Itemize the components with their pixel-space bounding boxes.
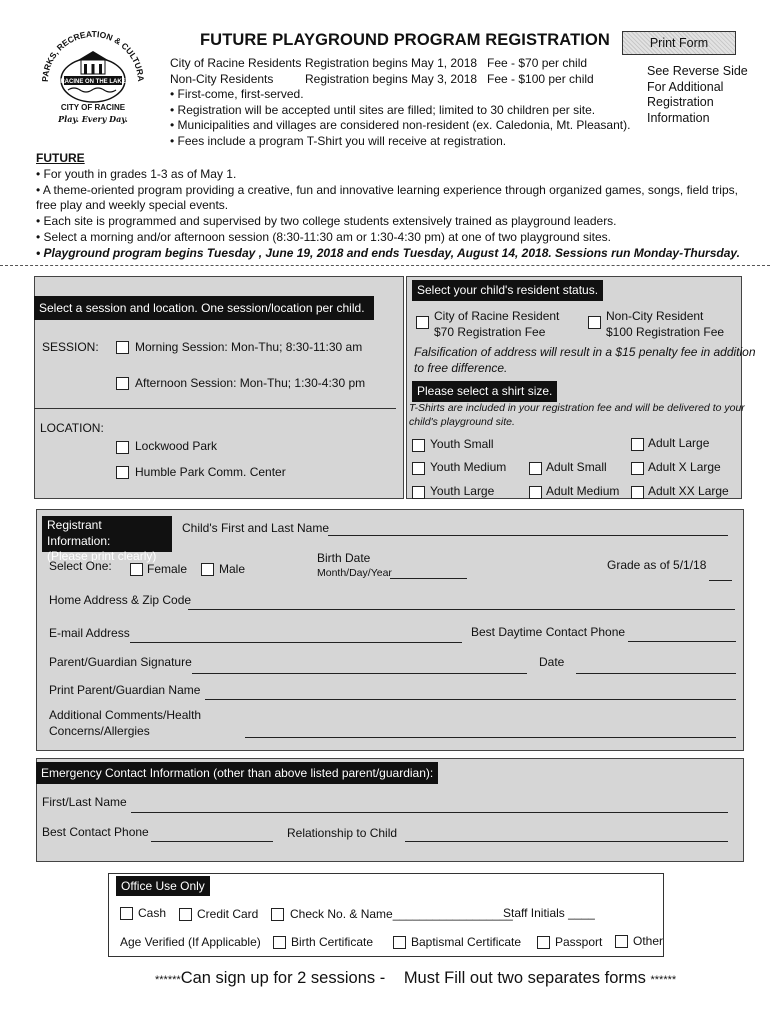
page-title: FUTURE PLAYGROUND PROGRAM REGISTRATION <box>200 31 610 49</box>
youth-medium-label: Youth Medium <box>430 460 507 474</box>
afternoon-session-label: Afternoon Session: Mon-Thu; 1:30-4:30 pm <box>135 376 366 390</box>
emergency-header: Emergency Contact Information (other than above listed parent/guardian): <box>36 762 438 784</box>
registrant-header: Registrant Information: (Please print clearly) <box>42 516 172 552</box>
youth-small-label: Youth Small <box>430 437 494 451</box>
relationship-field[interactable] <box>405 841 728 842</box>
footer-text-right: Must Fill out two separates forms <box>403 969 646 987</box>
birth-certificate-label: Birth Certificate <box>291 935 374 949</box>
logo-city: CITY OF RACINE <box>60 103 126 112</box>
humble-park-label: Humble Park Comm. Center <box>135 465 286 479</box>
birth-date-format: Month/Day/Year <box>317 567 392 579</box>
afternoon-session-checkbox[interactable] <box>116 377 129 390</box>
lockwood-park-label: Lockwood Park <box>135 439 218 453</box>
birth-certificate-checkbox[interactable] <box>273 936 286 949</box>
email-field[interactable] <box>130 642 462 643</box>
parks-logo-icon <box>34 20 152 128</box>
future-bullet: • Select a morning and/or afternoon session (8:30-11:30 am or 1:30-4:30 pm) at one of two playground sites. <box>36 229 611 244</box>
daytime-phone-field[interactable] <box>628 641 736 642</box>
emergency-name-field[interactable] <box>131 812 728 813</box>
birth-date-field[interactable] <box>390 578 467 579</box>
select-one-label: Select One: <box>49 559 112 573</box>
print-name-label: Print Parent/Guardian Name <box>49 683 201 697</box>
header-bullet: • Fees include a program T-Shirt you will receive at registration. <box>170 133 507 148</box>
cash-checkbox[interactable] <box>120 907 133 920</box>
logo <box>34 20 152 128</box>
side-note: See Reverse Side For Additional Registration Information <box>647 64 748 125</box>
youth-large-checkbox[interactable] <box>412 486 425 499</box>
relationship-label: Relationship to Child <box>287 826 398 840</box>
youth-small-checkbox[interactable] <box>412 439 425 452</box>
emergency-phone-field[interactable] <box>151 841 273 842</box>
city-resident-checkbox[interactable] <box>416 316 429 329</box>
session-panel-header: Select a session and location. One session/location per child. <box>34 296 374 320</box>
grade-label: Grade as of 5/1/18 <box>607 558 707 572</box>
adult-xlarge-checkbox[interactable] <box>631 462 644 475</box>
future-dates: • Playground program begins Tuesday , June 19, 2018 and ends Tuesday, August 14, 2018. Sessions run Monday-Thursday. <box>36 245 740 260</box>
office-use-header: Office Use Only <box>116 876 210 896</box>
print-form-button[interactable]: Print Form <box>622 31 736 55</box>
fee-row-noncity: Non-City Residents Registration begins May 3, 2018 Fee - $100 per child <box>170 71 594 86</box>
lockwood-park-checkbox[interactable] <box>116 441 129 454</box>
passport-checkbox[interactable] <box>537 936 550 949</box>
check-label: Check No. & Name__________________ <box>290 907 513 921</box>
logo-slogan: Play. Every Day. <box>58 114 128 124</box>
emergency-phone-label: Best Contact Phone <box>42 825 149 839</box>
birth-date-label: Birth Date <box>317 551 371 565</box>
male-label: Male <box>219 562 246 576</box>
falsification-warning: Falsification of address will result in a $15 penalty fee in addition to free difference. <box>414 345 756 375</box>
other-label: Other <box>633 934 664 948</box>
footer-stars-left: ****** <box>155 974 181 986</box>
adult-medium-checkbox[interactable] <box>529 486 542 499</box>
morning-session-label: Morning Session: Mon-Thu; 8:30-11:30 am <box>135 340 363 354</box>
adult-large-checkbox[interactable] <box>631 438 644 451</box>
adult-small-checkbox[interactable] <box>529 462 542 475</box>
date-field[interactable] <box>576 673 736 674</box>
morning-session-checkbox[interactable] <box>116 341 129 354</box>
shirt-note: T-Shirts are included in your registration fee and will be delivered to your child's playground site. <box>409 402 745 428</box>
credit-card-label: Credit Card <box>197 907 259 921</box>
baptismal-label: Baptismal Certificate <box>411 935 522 949</box>
fee-table <box>170 56 630 149</box>
session-location-divider <box>34 408 396 409</box>
staff-initials-label: Staff Initials ____ <box>503 906 595 920</box>
shirt-panel-header: Please select a shirt size. <box>412 381 557 402</box>
future-heading: FUTURE <box>36 151 85 165</box>
dashed-divider <box>0 265 770 266</box>
male-checkbox[interactable] <box>201 563 214 576</box>
adult-xxlarge-checkbox[interactable] <box>631 486 644 499</box>
logo-banner: RACINE ON THE LAKE <box>60 79 126 85</box>
future-section <box>36 151 748 262</box>
age-verified-label: Age Verified (If Applicable) <box>120 935 261 949</box>
comments-label: Additional Comments/Health Concerns/Allergies <box>49 708 202 738</box>
session-label: SESSION: <box>42 340 99 354</box>
header-bullet: • Municipalities and villages are considered non-resident (ex. Caledonia, Mt. Pleasant). <box>170 118 631 132</box>
emergency-name-label: First/Last Name <box>42 795 127 809</box>
humble-park-checkbox[interactable] <box>116 466 129 479</box>
adult-xxlarge-label: Adult XX Large <box>648 484 729 498</box>
daytime-phone-label: Best Daytime Contact Phone <box>471 625 626 639</box>
future-bullet: • Each site is programmed and supervised by two college students extensively trained as playground leaders. <box>36 214 617 229</box>
footer-text-left: Can sign up for 2 sessions - <box>180 969 386 987</box>
fee-row-city: City of Racine Residents Registration begins May 1, 2018 Fee - $70 per child <box>170 56 588 70</box>
address-field[interactable] <box>188 609 735 610</box>
resident-panel-header: Select your child's resident status. <box>412 280 603 301</box>
child-name-field[interactable] <box>328 535 728 536</box>
comments-field[interactable] <box>245 737 736 738</box>
adult-medium-label: Adult Medium <box>546 484 620 498</box>
other-checkbox[interactable] <box>615 935 628 948</box>
female-checkbox[interactable] <box>130 563 143 576</box>
location-label: LOCATION: <box>40 421 104 435</box>
youth-medium-checkbox[interactable] <box>412 462 425 475</box>
female-label: Female <box>147 562 188 576</box>
check-checkbox[interactable] <box>271 908 284 921</box>
future-bullet: • For youth in grades 1-3 as of May 1. <box>36 166 237 181</box>
child-name-label: Child's First and Last Name <box>182 521 330 535</box>
youth-large-label: Youth Large <box>430 484 495 498</box>
baptismal-checkbox[interactable] <box>393 936 406 949</box>
future-bullet: • A theme-oriented program providing a creative, fun and innovative learning experience through organized games, songs, field trips, <box>36 182 738 197</box>
adult-xlarge-label: Adult X Large <box>648 460 721 474</box>
signature-label: Parent/Guardian Signature <box>49 655 192 669</box>
print-name-field[interactable] <box>205 699 736 700</box>
adult-large-label: Adult Large <box>648 436 710 450</box>
header-bullet: • Registration will be accepted until sites are filled; limited to 30 children per site. <box>170 102 596 117</box>
noncity-resident-checkbox[interactable] <box>588 316 601 329</box>
logo-arc-text: PARKS, RECREATION & CULTURA <box>39 28 147 83</box>
email-label: E-mail Address <box>49 626 130 640</box>
header-bullet: • First-come, first-served. <box>170 87 304 101</box>
footer-note <box>155 969 676 988</box>
footer-stars-right: ****** <box>650 974 677 986</box>
credit-card-checkbox[interactable] <box>179 908 192 921</box>
passport-label: Passport <box>555 935 603 949</box>
cash-label: Cash <box>138 906 167 920</box>
adult-small-label: Adult Small <box>546 460 607 474</box>
date-label: Date <box>539 655 565 669</box>
city-resident-label: City of Racine Resident $70 Registration Fee <box>434 309 560 339</box>
grade-field[interactable] <box>709 580 732 581</box>
signature-field[interactable] <box>192 673 527 674</box>
noncity-resident-label: Non-City Resident $100 Registration Fee <box>606 309 725 339</box>
address-label: Home Address & Zip Code <box>49 593 192 607</box>
future-bullet: free play and weekly special events. <box>36 198 229 213</box>
